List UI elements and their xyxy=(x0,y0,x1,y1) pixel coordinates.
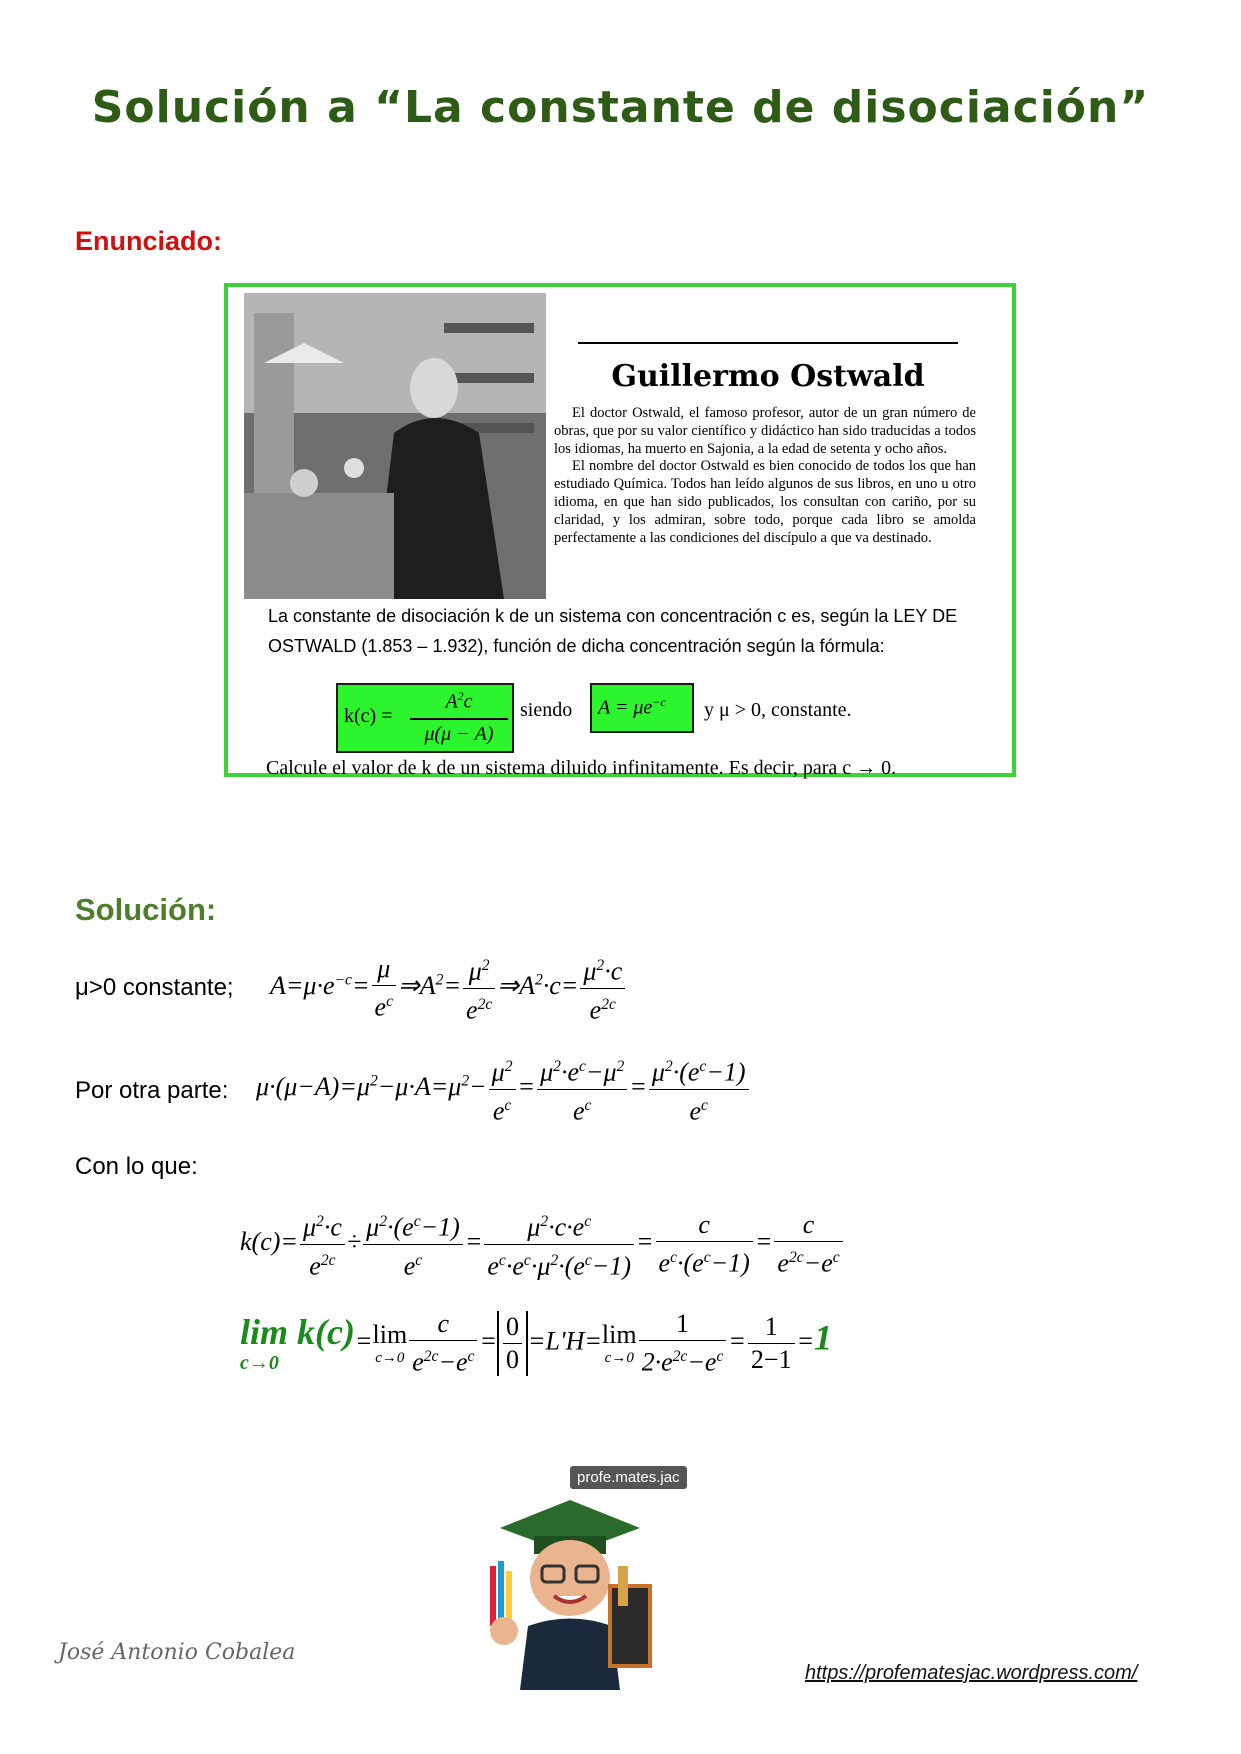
solucion-heading: Solución: xyxy=(75,892,217,927)
siendo-text: siendo xyxy=(520,699,573,721)
clip-paragraph: El nombre del doctor Ostwald es bien conocido de todos los que han estudiado Química. Todos han leído algunos de sus libros, en uno u otro idioma, en que han sido publicados, los consultan con cariño, por su claridad, y los admiran, sobre todo, porque cada libro se amolda perfectamente a las condiciones del discípulo a que va destinado. xyxy=(554,458,976,546)
enunciado-heading: Enunciado: xyxy=(75,226,222,256)
clip-divider xyxy=(578,342,958,344)
page-title: Solución a “La constante de disociación” xyxy=(91,82,1150,133)
problem-question: Calcule el valor de k de un sistema diluido infinitamente. Es decir, para c → 0. xyxy=(266,757,897,779)
clip-title: Guillermo Ostwald xyxy=(611,359,925,394)
equation-line-1: $A=\mu\cdot e^{-c}=$ $\frac{\mu}{e^c}$ $\Rightarrow A^2=$ $\frac{\mu^2}{e^{2c}}$ $\Rightarrow A^2\cdot c=$ $\frac{\mu^2\cdot c}{e^{2c}}$ xyxy=(270,950,627,1026)
author-signature: José Antonio Cobalea xyxy=(58,1640,296,1665)
problem-statement-box xyxy=(224,283,1016,777)
equation-line-3: k(c)= $\frac{\mu^2\cdot c}{e^{2c}}$ ÷ $\frac{\mu^2\cdot(e^c-1)}{e^c}$ = $\frac{\mu^2\cdot c\cdot e^c}{e^c\cdot e^c\cdot\mu^2\cdot(e^c-1)}$ = $\frac{c}{e^c\cdot(e^c-1)}$ = $\frac{c}{e^{2c}-e^c}$ xyxy=(240,1206,845,1282)
clip-article xyxy=(554,405,976,547)
limit-result: 1 xyxy=(814,1317,833,1358)
equation-line-2: $\mu\cdot(\mu-A)=\mu^2-\mu\cdot A=\mu^2-$ $\frac{\mu^2}{e^c}$ = $\frac{\mu^2\cdot e^c-\mu^2}{e^c}$ = $\frac{\mu^2\cdot(e^c-1)}{e^c}$ xyxy=(256,1051,751,1127)
problem-intro: La constante de disociación k de un sistema con concentración c es, según la LEY DE OSTWALD (1.853 – 1.932), función de dicha concentración según la fórmula: xyxy=(268,606,958,656)
line1-label: μ>0 constante; xyxy=(75,974,234,1001)
logo-caption: profe.mates.jac xyxy=(570,1466,687,1489)
ostwald-photo xyxy=(244,293,546,599)
line2-label: Por otra parte: xyxy=(75,1077,229,1104)
limit-equation: lim k(c) c→0 = lim c→0 $\frac{c}{e^{2c}-e^c}$ = $\frac{0}{0}$ =L'H= lim c→0 $\frac{1}{2\cdot e^{2c}-e^c}$ = $\frac{1}{2-1}$ =1 xyxy=(240,1309,833,1377)
k-formula-box: k(c) = $A^2c$ μ(μ − A) xyxy=(336,683,514,753)
teacher-avatar-icon xyxy=(470,1466,680,1690)
a-formula-box: $A = \mu e^{-c}$ xyxy=(590,683,694,733)
profe-mates-logo xyxy=(470,1466,680,1690)
line3-label: Con lo que: xyxy=(75,1153,198,1180)
mu-condition-text: y μ > 0, constante. xyxy=(704,699,852,721)
blog-link[interactable]: https://profematesjac.wordpress.com/ xyxy=(805,1662,1138,1684)
clip-paragraph: El doctor Ostwald, el famoso profesor, autor de un gran número de obras, que por su valor científico y didáctico han sido traducidas a todos los idiomas, ha muerto en Sajonia, a la edad de setenta y ocho años. xyxy=(554,405,976,457)
